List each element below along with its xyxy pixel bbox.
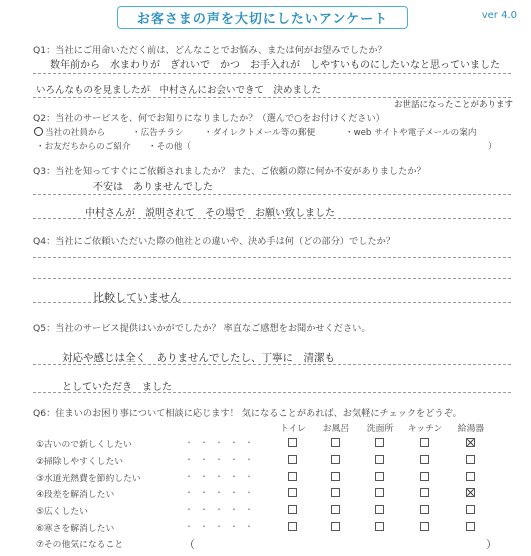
q3-answer-line1: 不安は ありませんでした [93,182,213,193]
q3-question: Q3：当社を知ってすぐにご依頼されましたか？ また、ご依頼の際に何か不安がありましたか？ [33,166,426,177]
checkbox-洗面所[interactable] [375,438,384,447]
checkbox-給湯器[interactable] [466,488,475,497]
q2-option-other: ・その他（ [148,142,191,152]
answer-line [33,73,511,74]
checkbox-トイレ[interactable] [288,455,297,464]
selected-circle-mark [34,127,43,136]
checkbox-キッチン[interactable] [420,505,429,514]
col-bath: お風呂 [322,424,350,434]
checkbox-お風呂[interactable] [331,438,340,447]
q1-question: Q1：当社にご用命いただく前は、どんなことでお悩み、または何がお望みでしたか？ [33,45,387,56]
checkbox-お風呂[interactable] [331,522,340,531]
answer-line [33,278,511,279]
checkbox-キッチン[interactable] [420,522,429,531]
q6-other-close: ） [486,538,497,551]
answer-line [33,218,511,219]
q2-option-staff: 当社の社員から [45,128,106,138]
checkbox-トイレ[interactable] [288,522,297,531]
checkbox-給湯器[interactable] [466,505,475,514]
checkbox-キッチン[interactable] [420,472,429,481]
checkbox-お風呂[interactable] [331,472,340,481]
q6-other-open: （ [184,538,195,551]
checkbox-洗面所[interactable] [375,488,384,497]
checkbox-洗面所[interactable] [375,472,384,481]
q6-row-label: ④段差を解消したい [36,490,115,501]
q1-answer-margin: お世話になったことがあります [394,100,514,110]
checkbox-給湯器[interactable] [466,472,475,481]
checkbox-キッチン[interactable] [420,438,429,447]
checkbox-給湯器[interactable] [466,438,475,447]
checkbox-キッチン[interactable] [420,488,429,497]
checkbox-洗面所[interactable] [375,505,384,514]
col-water-heater: 給湯器 [457,424,485,434]
leader-dots: ・・・・・ [185,454,260,464]
q4-answer-line1: 比較していません [93,291,181,304]
answer-line [33,302,511,303]
survey-title: お客さまの声を大切にしたいアンケート [117,6,408,29]
q2-option-flyer: ・広告チラシ [132,128,184,138]
q6-other-label: ⑦その他気になること [36,540,124,550]
checkbox-キッチン[interactable] [420,455,429,464]
col-kitchen: キッチン [407,424,443,434]
q5-answer-line1: 対応や感じは全く ありませんでしたし、丁寧に 清潔も [62,352,335,364]
answer-line [33,364,511,365]
checkbox-洗面所[interactable] [375,455,384,464]
q2-option-mail: ・ダイレクトメール等の郵便 [204,128,316,138]
checkbox-給湯器[interactable] [466,455,475,464]
leader-dots: ・・・・・ [185,438,260,447]
checkbox-トイレ[interactable] [288,488,297,497]
checkbox-トイレ[interactable] [288,505,297,514]
checkbox-トイレ[interactable] [288,438,297,447]
version-label: ver 4.0 [481,10,517,21]
answer-line [33,392,511,393]
q6-row-label: ②掃除しやすくしたい [36,456,124,467]
leader-dots: ・・・・・ [185,522,260,531]
checkbox-お風呂[interactable] [331,455,340,464]
answer-line [33,97,511,98]
q6-row-label: ⑤広くしたい [36,507,88,518]
q5-answer-line2: としていただき ました [62,382,172,393]
checkbox-給湯器[interactable] [466,522,475,531]
answer-line [33,257,511,258]
q6-row-label: ③水道光熱費を節約したい [36,473,141,484]
q3-answer-line2: 中村さんが 説明されて その場で お願い致しました [85,208,335,219]
checkbox-トイレ[interactable] [288,472,297,481]
q5-question: Q5：当社のサービス提供はいかがでしたか？ 率直なご感想をお聞かせください。 [33,323,371,334]
q6-row-label: ①古いので新しくしたい [36,440,132,450]
col-washroom: 洗面所 [366,424,394,434]
q2-option-web: ・web サイトや電子メールの案内 [345,128,477,138]
q6-question: Q6：住まいのお困り事について相談に応じます！ 気になることがあれば、お気軽にチェックをどうぞ。 [33,408,462,419]
q1-answer-line2: いろんなものを見ましたが 中村さんにお会いできて 決めました [36,85,322,96]
q4-question: Q4：当社にご依頼いただいた際の他社との違いや、決め手は何（どの部分）でしたか？ [33,236,396,247]
answer-line [33,194,511,195]
checkbox-お風呂[interactable] [331,488,340,497]
q2-option-other-close: ） [488,142,497,152]
q2-question: Q2：当社のサービスを、何でお知りになりましたか？（選んで○をお付けください） [33,113,385,124]
checkbox-お風呂[interactable] [331,505,340,514]
col-toilet: トイレ [280,424,306,434]
leader-dots: ・・・・・ [185,505,260,515]
q2-option-friend: ・お友だちからのご紹介 [36,142,131,152]
checkbox-洗面所[interactable] [375,522,384,531]
q6-row-label: ⑥寒さを解消したい [36,524,115,534]
q1-answer-line1: 数年前から 水まわりが ぎれいで かつ お手入れが しやすいものにしたいなと思っていました [50,60,500,71]
leader-dots: ・・・・・ [185,488,260,498]
leader-dots: ・・・・・ [185,471,260,481]
